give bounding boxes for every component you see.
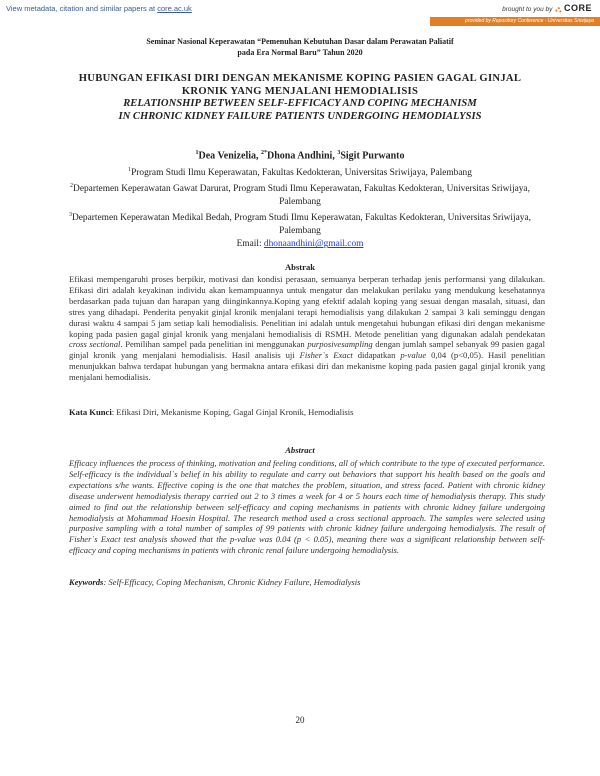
author-2: Dhona Andhini,: [267, 150, 338, 162]
affiliation-1: [60, 164, 540, 180]
author-2-sup: 2*: [261, 150, 267, 156]
abstrak-p5: 0,04 (p<0,05). Hasil penelitian menunjukkan bahwa terdapat hubungan yang bermakna antara efikasi diri dan mekanisme koping pada pasien gagal ginjal kronik yang menjalani hemodialisis.: [69, 350, 545, 383]
core-brand[interactable]: [502, 3, 592, 13]
title-id-line-1: HUBUNGAN EFIKASI DIRI DENGAN MEKANISME KOPING PASIEN GAGAL GINJAL: [78, 73, 522, 84]
core-metadata-text[interactable]: [6, 4, 192, 13]
author-3: Sigit Purwanto: [340, 150, 405, 162]
affiliation-3-sup: 3: [69, 212, 72, 219]
affiliation-2-sup: 2: [70, 183, 74, 190]
keywords-label: Keywords: [69, 577, 104, 587]
abstrak-p4: didapatkan: [352, 350, 401, 361]
abstrak-p1-italic: cross sectional: [69, 339, 121, 350]
affiliation-3-text: Departemen Keperawatan Medikal Bedah, Program Studi Ilmu Keperawatan, Fakultas Kedokteran, Universitas Sriwijaya, Palembang: [72, 213, 531, 237]
abstrak-p3: dengan jumlah sampel sebanyak 99 pasien gagal ginjal kronik yang menjalani hemodialisis. Hasil analisis uji: [69, 339, 546, 361]
title-en-line-2: IN CHRONIC KIDNEY FAILURE PATIENTS UNDERGOING HEMODIALYSIS: [118, 110, 482, 122]
title-en-line-1: RELATIONSHIP BETWEEN SELF-EFFICACY AND COPING MECHANISM: [123, 98, 477, 109]
author-1: Dea Venizelia,: [198, 150, 261, 162]
email-label: Email:: [236, 239, 264, 250]
abstrak-p2: . Pemilihan sampel pada penelitian ini menggunakan: [120, 339, 308, 350]
affiliation-1-text: Program Studi Ilmu Keperawatan, Fakultas Kedokteran, Universitas Sriwijaya, Palembang: [131, 168, 472, 179]
kata-kunci: [69, 407, 545, 417]
core-logo-icon: [554, 5, 562, 13]
core-metadata-label: View metadata, citation and similar papers at: [6, 4, 156, 13]
keywords-text: : Self-Efficacy, Coping Mechanism, Chronic Kidney Failure, Hemodialysis: [103, 577, 361, 587]
provided-by-bar[interactable]: [430, 17, 600, 26]
author-3-sup: 3: [337, 150, 341, 156]
seminar-header: [0, 37, 600, 58]
author-1-sup: 1: [195, 150, 199, 156]
abstract-body: Efficacy influences the process of thinking, motivation and feeling conditions, all of which contribute to the type of executed performance. Self-efficacy is the individual`s belief in his ability to regulate and carry out behaviors that support his health based on the goals and expectations s/he wants. Effective coping is the one that matches the problem, situation, and stress faced. Patient with chronic kidney disease underwent hemodialysis therapy carried out 2 to 3 times a week for 4 or 5 hours each time of hemodialysis therapy. This study aimed to find out the relationship between self-efficacy and coping mechanisms in patients with chronic kidney failure undergoing hemodialysis at Mohammad Hoesin Hospital. The research method used a cross sectional approach. The samples were selected using purposive sampling with a total number of samples of 99 patients with chronic kidney failure undergoing hemodialysis. The result of Fisher`s Exact test analysis showed that the p-value was 0.04 (p < 0.05), meaning there was a significant relationship between self-efficacy and coping mechanisms in patients with chronic renal failure undergoing hemodialysis.: [69, 458, 545, 556]
abstrak-heading: Abstrak: [284, 262, 316, 272]
title-english: [0, 98, 600, 123]
affiliation-2-text: Departemen Keperawatan Gawat Darurat, Program Studi Ilmu Keperawatan, Fakultas Kedokteran, Universitas Sriwijaya, Palembang: [73, 184, 530, 208]
page-number: 20: [295, 715, 305, 725]
kata-kunci-text: : Efikasi Diri, Mekanisme Koping, Gagal Ginjal Kronik, Hemodialisis: [111, 407, 354, 417]
seminar-line-1: Seminar Nasional Keperawatan “Pemenuhan Kebutuhan Dasar dalam Perawatan Paliatif: [146, 37, 454, 46]
email-line: [60, 238, 540, 251]
affiliation-2: [60, 180, 540, 209]
keywords: [69, 577, 545, 587]
abstrak-p2-italic: purposivesampling: [307, 339, 373, 350]
provided-by-text: provided by Repository Conference - Universitas Sriwijaya: [465, 18, 594, 24]
core-label: CORE: [563, 3, 592, 13]
core-link[interactable]: core.ac.uk: [157, 4, 192, 13]
title-id-line-2: KRONIK YANG MENJALANI HEMODIALISIS: [181, 85, 419, 97]
affiliation-3: [60, 209, 540, 238]
author-list: [0, 150, 600, 161]
abstrak-p4-italic: p-value: [400, 350, 427, 361]
brought-by-label: brought to you by: [502, 6, 553, 13]
abstrak-p3-italic: Fisher`s Exact: [299, 350, 353, 361]
title-indonesian: [0, 73, 600, 98]
email-link[interactable]: dhonaandhini@gmail.com: [263, 239, 364, 250]
affiliation-1-sup: 1: [128, 167, 132, 173]
abstrak-body: [69, 274, 545, 383]
abstract-heading: Abstract: [285, 445, 315, 455]
affiliations: [60, 164, 540, 251]
kata-kunci-label: Kata Kunci: [69, 407, 112, 417]
seminar-line-2: pada Era Normal Baru” Tahun 2020: [237, 47, 363, 57]
abstrak-p1: Efikasi mempengaruhi proses berpikir, motivasi dan kondisi perasaan, semuanya berperan terhadap jenis performansi yang dilakukan. Efikasi diri adalah keyakinan individu akan kemampuannya untuk mengatur dan melakukan perilaku yang mendukung kesehatannya berdasarkan pada tujuan dan harapan yang diinginkannya.Koping yang efektif adalah koping yang sesuai dengan masalah, situasi, dan stres yang dihadapi. Penderita penyakit ginjal kronik menjalani terapi hemodialisis yang dilakukan 2 sampai 3 kali seminggu dengan durasi waktu 4 sampai 5 jam setiap kali hemodialisis. Penelitian ini adalah untuk mengetahui hubungan efikasi diri dengan mekanisme koping pada pasien gagal ginjal kronik yang menjalani hemodialisis di RSMH. Metode penelitian yang digunakan adalah pendekatan: [69, 274, 545, 339]
